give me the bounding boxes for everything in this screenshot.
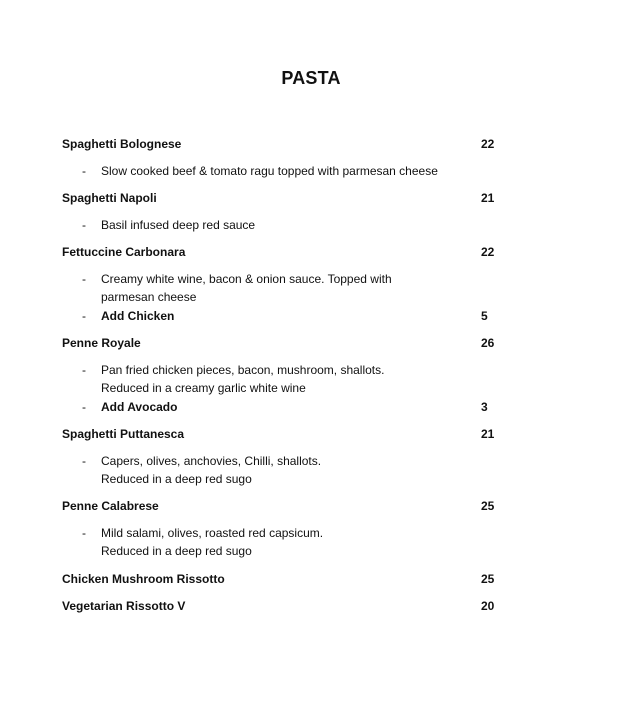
menu-item-price: 21: [481, 427, 495, 441]
menu-item-name: Chicken Mushroom Rissotto: [62, 572, 225, 586]
menu-item-extra-label: Add Chicken: [101, 309, 175, 323]
menu-item-description: Slow cooked beef & tomato ragu topped with parmesan cheese: [101, 164, 438, 178]
menu-item-description: Pan fried chicken pieces, bacon, mushroom, shallots.: [101, 363, 385, 377]
menu-item-name: Penne Calabrese: [62, 499, 159, 513]
menu-item-description: Reduced in a creamy garlic white wine: [101, 381, 306, 395]
bullet-dash: -: [82, 454, 86, 468]
menu-item-price: 20: [481, 599, 495, 613]
menu-item-name: Penne Royale: [62, 336, 141, 350]
menu-item-price: 21: [481, 191, 495, 205]
menu-item-name: Spaghetti Puttanesca: [62, 427, 185, 441]
menu-item-description: Basil infused deep red sauce: [101, 218, 256, 232]
menu-item-price: 25: [481, 572, 495, 586]
menu-item-description: Capers, olives, anchovies, Chilli, shallots.: [101, 454, 322, 468]
menu-item-name: Spaghetti Bolognese: [62, 137, 182, 151]
page-title: PASTA: [281, 68, 341, 88]
bullet-dash: -: [82, 309, 86, 323]
bullet-dash: -: [82, 218, 86, 232]
bullet-dash: -: [82, 400, 86, 414]
menu-item-name: Vegetarian Rissotto V: [62, 599, 186, 613]
menu-item-description: Reduced in a deep red sugo: [101, 544, 252, 558]
menu-item-price: 25: [481, 499, 495, 513]
menu-item-price: 22: [481, 245, 495, 259]
menu-item-description: Mild salami, olives, roasted red capsicum.: [101, 526, 324, 540]
menu-item-price: 22: [481, 137, 495, 151]
menu-item-name: Fettuccine Carbonara: [62, 245, 186, 259]
bullet-dash: -: [82, 272, 86, 286]
bullet-dash: -: [82, 164, 86, 178]
menu-item-description: Creamy white wine, bacon & onion sauce. Topped with: [101, 272, 392, 286]
bullet-dash: -: [82, 363, 86, 377]
menu-item-description: parmesan cheese: [101, 290, 197, 304]
menu-item-name: Spaghetti Napoli: [62, 191, 157, 205]
bullet-dash: -: [82, 526, 86, 540]
menu-item-price: 26: [481, 336, 495, 350]
menu-item-extra-price: 3: [481, 400, 488, 414]
menu-item-extra-price: 5: [481, 309, 488, 323]
menu-item-extra-label: Add Avocado: [101, 400, 178, 414]
menu-item-description: Reduced in a deep red sugo: [101, 472, 252, 486]
